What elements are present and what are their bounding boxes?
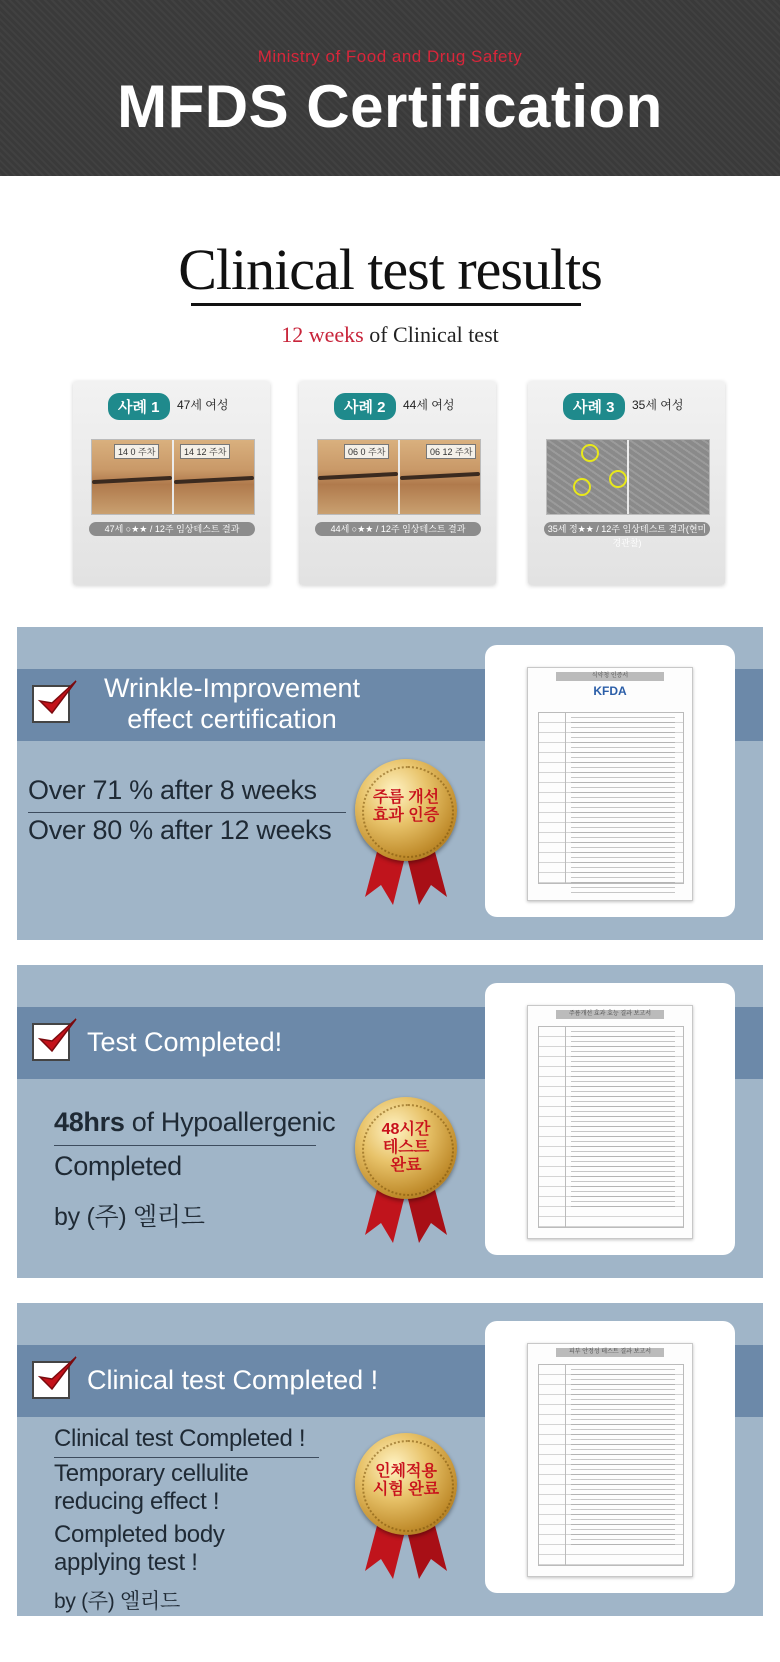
case-age: 35세 여성 (632, 398, 684, 412)
before-microscope-photo (547, 440, 627, 514)
checkmark-icon (32, 1017, 74, 1059)
header-title: MFDS Certification (117, 73, 663, 140)
checkmark-icon (32, 679, 74, 721)
certificate-document (485, 645, 735, 917)
hypoallergenic-line: 48hrs of Hypoallergenic (54, 1107, 336, 1137)
document-header: 피부 안정성 테스트 결과 보고서 (556, 1348, 664, 1357)
photo-label: 14 12 주차 (180, 444, 230, 459)
seal-text: 주름 개선 효과 인증 (372, 789, 440, 824)
photo-label: 14 0 주차 (114, 444, 159, 459)
section-title-line: Wrinkle-Improvement (103, 673, 361, 703)
header-subtitle: Ministry of Food and Drug Safety (257, 47, 523, 66)
safety-report-document (485, 1321, 735, 1593)
clinical-completed-section (17, 1303, 763, 1616)
48h-test-seal (355, 1097, 457, 1241)
stat-divider (28, 812, 346, 813)
case-age: 47세 여성 (177, 398, 229, 412)
case-card-2 (299, 381, 496, 585)
hypoallergenic-test-section (17, 965, 763, 1278)
report-paper (527, 1343, 693, 1577)
result-line: Temporary cellulite reducing effect ! (54, 1460, 249, 1515)
completed-text: Completed (54, 1151, 182, 1181)
section-title (87, 673, 377, 735)
stat-divider (54, 1145, 316, 1146)
highlight-circle (573, 478, 591, 496)
case-card-3 (528, 381, 725, 585)
case-tag: 사례 2 (334, 393, 396, 420)
clinical-title-underline (191, 303, 581, 306)
case-photo (317, 439, 481, 515)
stat-divider (54, 1457, 319, 1458)
case-tag: 사례 1 (108, 393, 170, 420)
stat-line: Over 71 % after 8 weeks (28, 775, 317, 805)
report-paper (527, 1005, 693, 1239)
highlight-circle (609, 470, 627, 488)
clinical-subtitle-highlight: 12 weeks (281, 322, 364, 347)
checkmark-icon (32, 1355, 74, 1397)
clinical-title: Clinical test results (178, 237, 602, 302)
photo-label: 06 0 주차 (344, 444, 389, 459)
section-title-line: effect certification (127, 704, 337, 734)
case-age: 44세 여성 (403, 398, 455, 412)
certificate-paper (527, 667, 693, 901)
photo-label: 06 12 주차 (426, 444, 476, 459)
section-title: Test Completed! (87, 1027, 283, 1057)
case-photo (91, 439, 255, 515)
case-caption: 35세 정★★ / 12주 임상테스트 결과(현미경관찰) (544, 522, 710, 536)
clinical-subtitle-rest: of Clinical test (363, 322, 499, 347)
highlight-circle (581, 444, 599, 462)
after-photo (400, 440, 480, 514)
wrinkle-improvement-seal (355, 759, 457, 903)
stat-line: Over 80 % after 12 weeks (28, 815, 332, 845)
after-microscope-photo (629, 440, 709, 514)
human-application-seal (355, 1433, 457, 1577)
result-line: Clinical test Completed ! (54, 1425, 306, 1452)
section-title: Clinical test Completed ! (87, 1365, 379, 1395)
clinical-subtitle (0, 322, 780, 348)
company-credit: by (주) 엘리드 (54, 1590, 180, 1613)
before-photo (318, 440, 398, 514)
test-report-document (485, 983, 735, 1255)
after-photo (174, 440, 254, 514)
wrinkle-certification-section (17, 627, 763, 940)
document-header: 주름개선 효과 효능 결과 보고서 (556, 1010, 664, 1019)
case-caption: 47세 ○★★ / 12주 임상테스트 결과 (89, 522, 255, 536)
case-photo (546, 439, 710, 515)
header-banner (0, 0, 780, 176)
seal-text: 인체적용 시험 완료 (372, 1463, 440, 1498)
seal-text: 48시간 테스트 완료 (381, 1121, 431, 1174)
case-card-1 (73, 381, 270, 585)
case-caption: 44세 ○★★ / 12주 임상테스트 결과 (315, 522, 481, 536)
before-photo (92, 440, 172, 514)
company-credit: by (주) 엘리드 (54, 1203, 205, 1231)
case-tag: 사례 3 (563, 393, 625, 420)
result-line: Completed body applying test ! (54, 1521, 225, 1576)
hours-highlight: 48hrs (54, 1107, 125, 1137)
document-header: 식약청 인증서 (556, 672, 664, 681)
kfda-logo: KFDA (593, 684, 627, 698)
